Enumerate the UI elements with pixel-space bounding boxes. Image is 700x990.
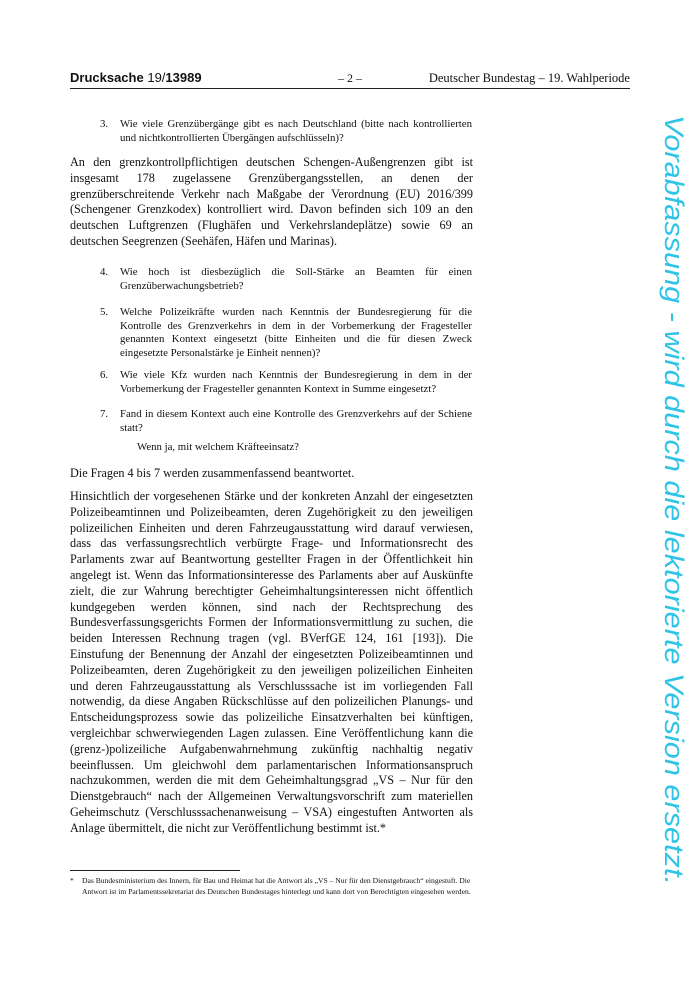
question-6: 6. Wie viele Kfz wurden nach Kenntnis der Bundesregierung in dem in der Vorbemerkung der Fragesteller genannten Kontext in Summe eingesetzt?	[100, 369, 472, 395]
question-7: 7. Fand in diesem Kontext auch eine Kontrolle des Grenzverkehrs auf der Schiene statt?	[100, 408, 472, 434]
combined-answer: Hinsichtlich der vorgesehenen Stärke und der konkreten Anzahl der eingesetzten Polizeibeamtinnen und Polizeibeamten, deren Zugehörigkeit zu den jeweiligen polizeilichen Einheiten und deren Fahrzeugausstattung wird darauf verwiesen, dass das verfassungsrechtlich verbürgte Frage- und Informationsrecht des Parlaments zwar auf Beantwortung gestellter Fragen in der Öffentlichkeit hin angelegt ist. Wenn das Informationsinteresse des Parlaments aber auf Auskünfte zielt, die zur Wahrung berechtigter Geheimhaltungsinteressen nicht öffentlich kundgegeben werden können, sind nach der Rechtsprechung des Bundesverfassungsgerichts Formen der Informationsvermittlung zu suchen, die beiden Interessen Rechnung tragen (vgl. BVerfGE 124, 161 [193]). Die Einstufung der Benennung der Anzahl der eingesetzten Polizeibeamtinnen und Polizeibeamten, deren Zugehörigkeit zu den jeweiligen polizeilichen Einheiten und deren Fahrzeugausstattung als Verschlusssache ist im vorliegenden Fall notwendig, da diese Angaben Rückschlüsse auf den polizeilichen Planungs- und Entscheidungsprozess sowie das polizeiliche Einsatzverhalten bei künftigen, vergleichbar schwerwiegenden Lagen zulassen. Eine Veröffentlichung kann die (grenz-)polizeiliche Aufgabenwahrnehmung zukünftig nachhaltig negativ beeinflussen. Um gleichwohl dem parlamentarischen Informationsanspruch nachzukommen, werden die mit dem Geheimhaltungsgrad „VS – Nur für den Dienstgebrauch“ nach der Allgemeinen Verwaltungsvorschrift zum materiellen Geheimschutz (Verschlusssachenanweisung – VSA) eingestuften Antworten als Anlage übermittelt, die nicht zur Veröffentlichung bestimmt ist.*	[70, 489, 473, 835]
question-4: 4. Wie hoch ist diesbezüglich die Soll-Stärke an Beamten für einen Grenzüberwachungsbetrieb?	[100, 266, 472, 292]
question-7-followup: Wenn ja, mit welchem Kräfteeinsatz?	[137, 441, 299, 453]
question-5: 5. Welche Polizeikräfte wurden nach Kenntnis der Bundesregierung für die Kontrolle des Grenzverkehrs in dem in der Vorbemerkung der Fragesteller genannten Kontext eingesetzt (bitte Einheiten und die für diesen Zweck eingesetzte Personalstärke je Einheit nennen)?	[100, 306, 472, 359]
footnote-divider	[70, 870, 240, 871]
watermark-text: Vorabfassung - wird durch die lektorierte Version ersetzt.	[659, 115, 689, 793]
draft-watermark	[655, 115, 687, 885]
parliament-term: Deutscher Bundestag – 19. Wahlperiode	[428, 71, 630, 85]
page-header	[70, 70, 630, 89]
document-number: Drucksache 19/13989	[70, 70, 202, 85]
footnote: * Das Bundesministerium des Innern, für Bau und Heimat hat die Antwort als „VS – Nur für den Dienstgebrauch“ eingestuft. Die Antwort ist im Parlamentssekretariat des Deutschen Bundestages hinterlegt und kann dort von Berechtigten eingesehen werden.	[70, 876, 471, 896]
answer-3: An den grenzkontrollpflichtigen deutschen Schengen-Außengrenzen gibt ist insgesamt 178 zugelassene Grenzübergangsstellen, an denen der grenzüberschreitende Verkehr nach Maßgabe der Verordnung (EU) 2016/399 (Schengener Grenzkodex) kontrolliert wird. Davon befinden sich 109 an den deutschen Luftgrenzen (Flughäfen und Verkehrslandeplätze) sowie 69 an deutschen Seegrenzen (Seehäfen, Häfen und Marinas).	[70, 155, 473, 248]
draft-watermark-svg	[655, 115, 687, 885]
question-3: 3. Wie viele Grenzübergänge gibt es nach Deutschland (bitte nach kontrollierten und nichtkontrollierten Übergängen aufschlüsseln)?	[100, 118, 472, 144]
combined-answer-intro: Die Fragen 4 bis 7 werden zusammenfassend beantwortet.	[70, 466, 355, 480]
page-number: – 2 –	[338, 71, 362, 85]
